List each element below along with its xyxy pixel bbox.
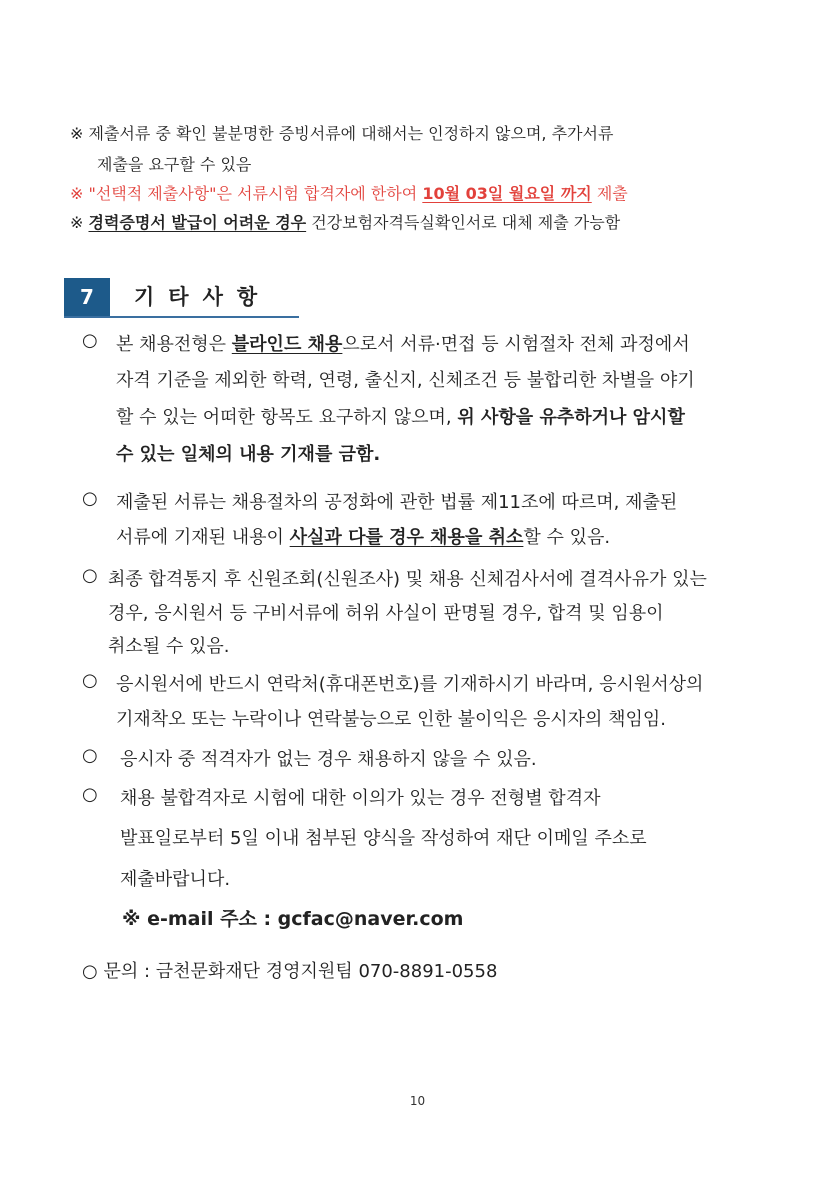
emphasis-text: 채용을 취소 [430, 527, 524, 548]
item-line: 응시원서에 반드시 연락처(휴대폰번호)를 기재하시기 바라며, 응시원서상의 [116, 674, 704, 695]
page-number: 10 [409, 1094, 426, 1108]
note-line: ※ 제출서류 중 확인 불분명한 증빙서류에 대해서는 인정하지 않으며, 추가서류 [70, 124, 614, 143]
item-text: 할 수 있음. [523, 527, 611, 548]
item-line [116, 403, 685, 429]
item-line: 발표일로부터 5일 이내 첨부된 양식을 작성하여 재단 이메일 주소로 [120, 828, 647, 849]
item-line: 응시자 중 적격자가 없는 경우 채용하지 않을 수 있음. [120, 749, 537, 770]
list-item [82, 784, 782, 894]
item-text: 본 채용전형은 [116, 334, 232, 355]
list-item [82, 670, 782, 730]
section-heading [64, 278, 299, 316]
note-text: 건강보험자격득실확인서로 대체 제출 가능함 [306, 213, 621, 232]
list-item [82, 565, 782, 655]
email-address: gcfac@naver.com [277, 908, 464, 930]
item-line: 자격 기준을 제외한 학력, 연령, 출신지, 신체조건 등 불합리한 차별을 야기 [116, 370, 695, 391]
item-line: 최종 합격통지 후 신원조회(신원조사) 및 채용 신체검사서에 결격사유가 있는 [108, 569, 707, 590]
item-line: 기재착오 또는 누락이나 연락불능으로 인한 불이익은 응시자의 책임임. [116, 709, 667, 730]
deadline-text: 10월 03일 월요일 까지 [422, 184, 592, 203]
note-text: ※ "선택적 제출사항"은 서류시험 합격자에 한하여 [70, 184, 423, 203]
circle-bullet-icon: ○ [82, 488, 98, 509]
emphasis-text: 위 사항을 유추하거나 암시할 [457, 407, 685, 428]
emphasis-text: 블라인드 채용 [231, 334, 343, 355]
item-line: 채용 불합격자로 시험에 대한 이의가 있는 경우 전형별 합격자 [120, 788, 601, 809]
emphasis-text: 사실과 다를 경우 [289, 527, 431, 548]
circle-bullet-icon: ○ [82, 784, 98, 805]
contact-text: 문의 : 금천문화재단 경영지원팀 070-8891-0558 [103, 961, 498, 982]
item-line [116, 523, 610, 549]
section-title: 기타사항 [134, 285, 272, 309]
item-line: 취소될 수 있음. [108, 636, 230, 657]
note-unclear-documents-cont [97, 155, 251, 175]
section-underline [64, 316, 299, 318]
circle-bullet-icon: ○ [82, 961, 98, 982]
note-text: 제출 [591, 184, 628, 203]
note-career-certificate [70, 213, 620, 233]
contact-line [82, 957, 497, 983]
note-text: ※ [70, 213, 89, 232]
circle-bullet-icon: ○ [82, 670, 98, 691]
list-item [82, 488, 782, 548]
item-text: 으로서 서류·면접 등 시험절차 전체 과정에서 [342, 334, 690, 355]
item-line: 수 있는 일체의 내용 기재를 금함. [116, 444, 381, 465]
section-number: 7 [64, 278, 110, 316]
item-line: 경우, 응시원서 등 구비서류에 허위 사실이 판명될 경우, 합격 및 임용이 [108, 603, 664, 624]
email-label: ※ e-mail 주소 : [122, 908, 278, 930]
item-line: 제출된 서류는 채용절차의 공정화에 관한 법률 제11조에 따르며, 제출된 [116, 492, 678, 513]
item-line [116, 330, 690, 356]
emphasis-text: 경력증명서 발급이 어려운 경우 [88, 213, 307, 232]
item-line: 제출바랍니다. [120, 869, 231, 890]
circle-bullet-icon: ○ [82, 330, 98, 351]
circle-bullet-icon: ○ [82, 745, 98, 766]
note-line: 제출을 요구할 수 있음 [97, 155, 252, 174]
list-item [82, 745, 782, 771]
item-text: 서류에 기재된 내용이 [116, 527, 290, 548]
note-optional-submission [70, 184, 628, 204]
note-unclear-documents [70, 124, 613, 144]
item-text: 할 수 있는 어떠한 항목도 요구하지 않으며, [116, 407, 458, 428]
circle-bullet-icon: ○ [82, 565, 98, 586]
list-item [82, 330, 782, 470]
email-line [122, 904, 463, 931]
